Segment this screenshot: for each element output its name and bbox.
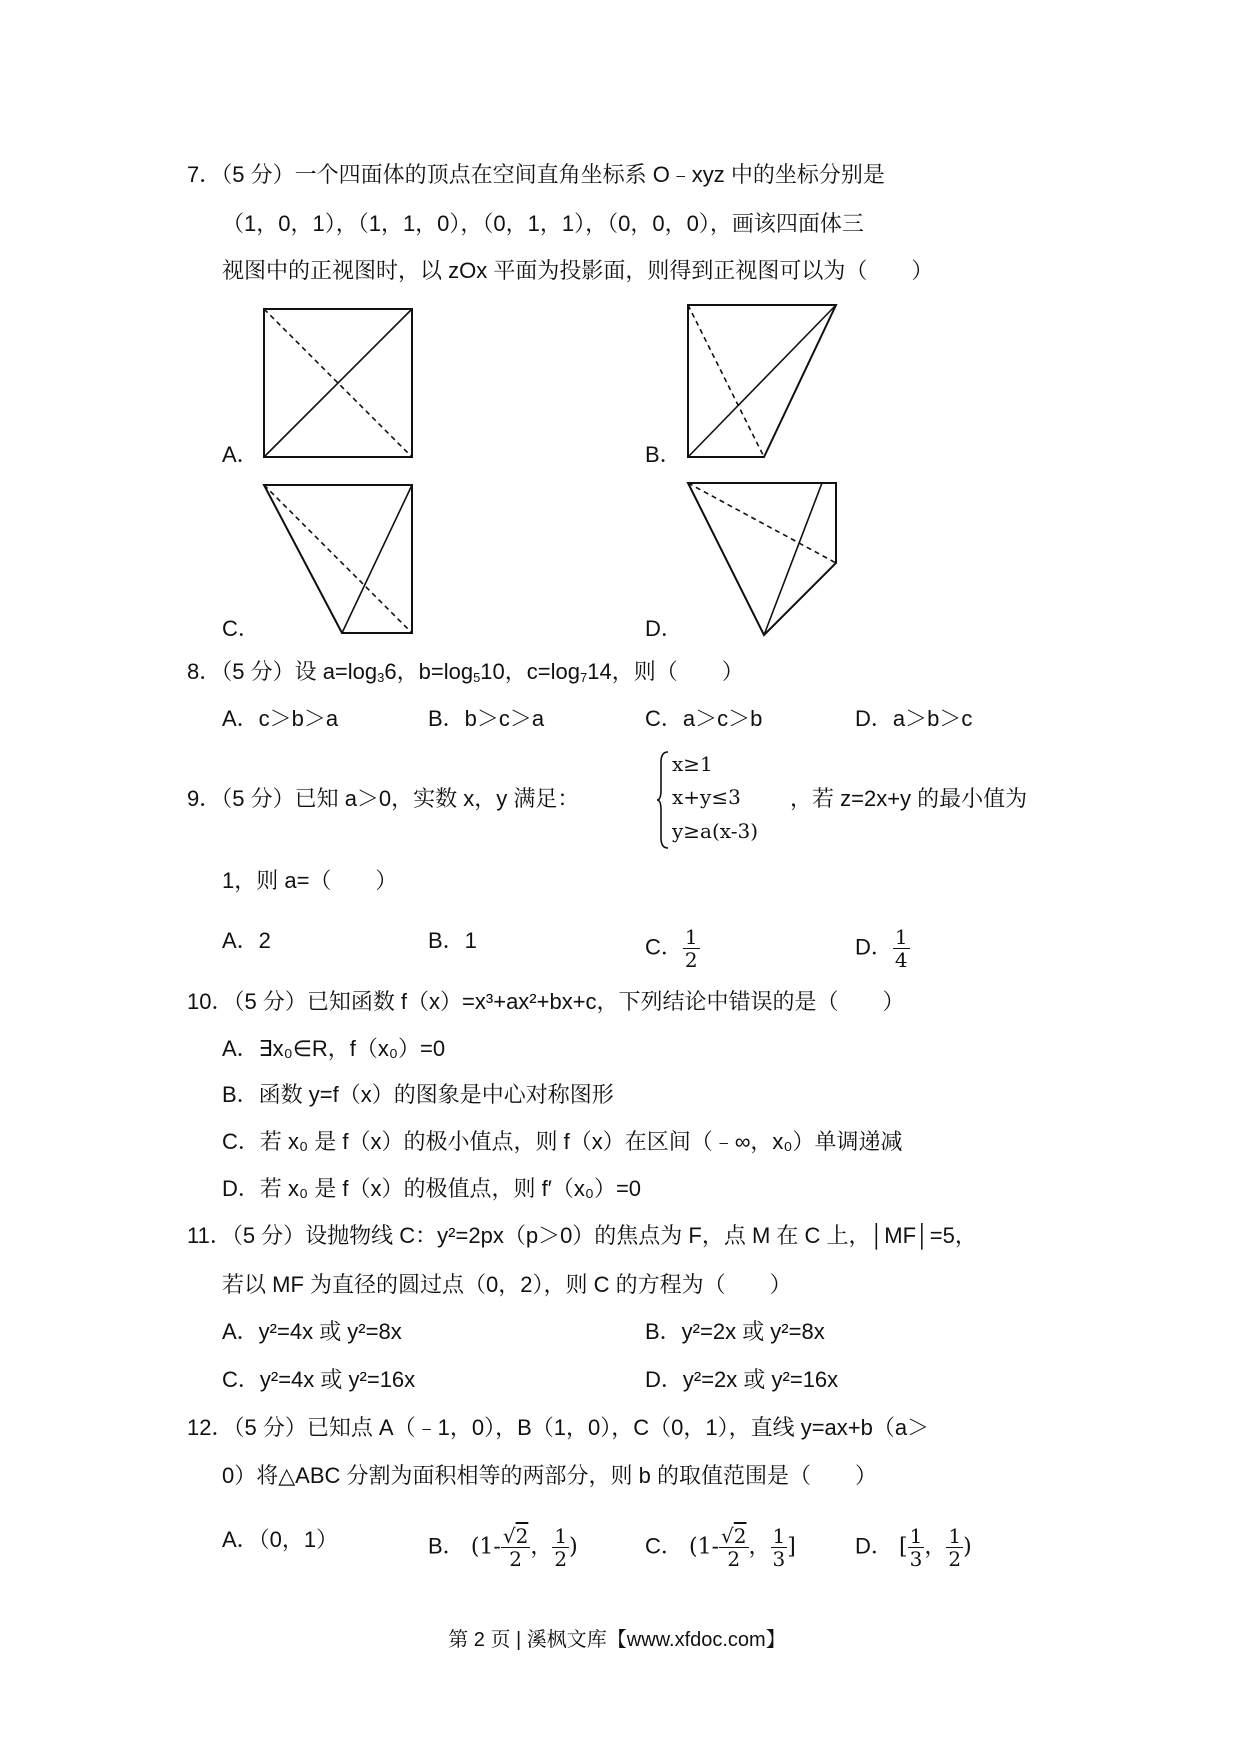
q10-option-d: D．若 x₀ 是 f（x）的极值点，则 f′（x₀）=0: [222, 1176, 642, 1201]
q9-option-d-label: D．: [855, 934, 893, 960]
sqrt-radicand: 2: [733, 1524, 747, 1548]
sqrt-radicand: 2: [515, 1524, 529, 1548]
q11-option-d: D．y²=2x 或 y²=16x: [645, 1367, 839, 1392]
fraction-denominator: 2: [727, 1547, 741, 1571]
fraction-numerator: 1: [684, 925, 698, 949]
q12-stem-line2: 0）将△ABC 分割为面积相等的两部分，则 b 的取值范围是（ ）: [222, 1463, 877, 1488]
range-open: [: [899, 1534, 908, 1560]
fraction-numerator: 1: [948, 1524, 962, 1548]
fraction-denominator: 3: [772, 1547, 786, 1571]
q7-option-d-figure: [686, 481, 840, 637]
q12-option-c: [645, 1525, 796, 1570]
fraction-numerator: 1: [894, 925, 908, 949]
q8-option-d: D．a＞b＞c: [855, 706, 973, 731]
q7-option-a-label: A．: [222, 442, 259, 467]
q9-option-d-fraction: [893, 926, 910, 971]
q9-option-a: A．2: [222, 928, 271, 953]
q12-option-b-label: B．: [428, 1533, 465, 1559]
q12-option-d-fraction-1: [908, 1525, 925, 1570]
q12-option-d: [855, 1525, 972, 1570]
range-open: (1-: [470, 1534, 501, 1560]
range-separator: ，: [530, 1533, 553, 1559]
q11-option-a: A．y²=4x 或 y²=8x: [222, 1319, 402, 1344]
fraction-numerator: 1: [554, 1524, 568, 1548]
q9-option-c-label: C．: [645, 934, 683, 960]
q10-option-b: B．函数 y=f（x）的图象是中心对称图形: [222, 1082, 614, 1107]
q7-option-d-label: D．: [645, 616, 683, 641]
q8-option-a: A．c＞b＞a: [222, 706, 339, 731]
q10-stem: 10．（5 分）已知函数 f（x）=x³+ax²+bx+c，下列结论中错误的是（ ）: [187, 989, 905, 1014]
q7-stem-line1: 7．（5 分）一个四面体的顶点在空间直角坐标系 O﹣xyz 中的坐标分别是: [187, 162, 885, 187]
q9-stem-line2: 1，则 a=（ ）: [222, 868, 398, 893]
q7-option-b-label: B．: [645, 442, 682, 467]
q9-option-c-fraction: [683, 926, 700, 971]
q9-stem: 9．（5 分）已知 a＞0，实数 x，y 满足：: [187, 786, 580, 811]
q8-log-base-c: 7: [579, 670, 588, 685]
q8-log-base-a: 3: [377, 670, 385, 685]
range-close: ): [569, 1534, 578, 1560]
fraction-denominator: 2: [554, 1547, 568, 1571]
q7-option-c-figure: [262, 483, 414, 635]
q11-stem-line1: 11．（5 分）设抛物线 C：y²=2px（p＞0）的焦点为 F，点 M 在 C 上，│MF│=5，: [187, 1223, 977, 1248]
q8-option-b: B．b＞c＞a: [428, 706, 545, 731]
q12-option-c-fraction: [771, 1525, 788, 1570]
range-separator: ，: [924, 1533, 947, 1559]
fraction-numerator: 1: [772, 1524, 786, 1548]
fraction-denominator: 2: [684, 948, 698, 972]
fraction-denominator: 4: [894, 948, 908, 972]
q9-system-line1: x≥1: [672, 752, 713, 776]
range-separator: ，: [748, 1533, 771, 1559]
fraction-numerator: √2: [502, 1524, 529, 1548]
range-close: ]: [787, 1534, 796, 1560]
q12-option-b-fraction: [552, 1525, 569, 1570]
q9-system-brace: [656, 750, 670, 850]
q7-stem-line2: （1，0，1），（1，1，0），（0，1，1），（0，0，0），画该四面体三: [222, 211, 864, 236]
q8-option-c: C．a＞c＞b: [645, 706, 763, 731]
q8-stem-part: 14，则（ ）: [587, 659, 744, 684]
range-close: ): [963, 1534, 972, 1560]
q7-stem-line3: 视图中的正视图时，以 zOx 平面为投影面，则得到正视图可以为（ ）: [222, 258, 934, 283]
q11-stem-line2: 若以 MF 为直径的圆过点（0，2），则 C 的方程为（ ）: [222, 1272, 792, 1297]
fraction-denominator: 2: [509, 1547, 522, 1571]
q9-option-c: [645, 926, 700, 971]
q12-option-b-root-fraction: [501, 1525, 530, 1570]
q12-option-a: A．（0，1）: [222, 1527, 339, 1552]
q8-stem-part: 6，b=log: [384, 659, 474, 684]
q9-option-b: B．1: [428, 928, 477, 953]
q10-option-c: C．若 x₀ 是 f（x）的极小值点，则 f（x）在区间（﹣∞，x₀）单调递减: [222, 1129, 903, 1154]
page-footer: 第 2 页 | 溪枫文库【www.xfdoc.com】: [448, 1629, 786, 1651]
q10-option-a: A．∃x₀∈R，f（x₀）=0: [222, 1036, 446, 1061]
fraction-numerator: √2: [721, 1524, 747, 1548]
fraction-denominator: 3: [909, 1547, 923, 1571]
q7-option-b-figure: [686, 303, 838, 459]
q12-option-c-root-fraction: [719, 1525, 748, 1570]
q7-option-a-figure: [262, 307, 414, 459]
q12-option-d-label: D．: [855, 1533, 893, 1559]
q8-stem-part: 10，c=log: [480, 659, 580, 684]
q12-option-d-fraction-2: [946, 1525, 963, 1570]
q12-option-c-label: C．: [645, 1533, 683, 1559]
q7-option-c-label: C．: [222, 616, 260, 641]
fraction-numerator: 1: [909, 1524, 923, 1548]
q8-stem-part: 8．（5 分）设 a=log: [187, 659, 378, 684]
q12-option-b: [428, 1525, 578, 1570]
q9-system-line2: x+y≤3: [672, 785, 741, 809]
q9-option-d: [855, 926, 910, 971]
range-open: (1-: [689, 1534, 720, 1560]
q8-log-base-b: 5: [473, 670, 481, 685]
fraction-denominator: 2: [948, 1547, 962, 1571]
q11-option-c: C．y²=4x 或 y²=16x: [222, 1367, 416, 1392]
q11-option-b: B．y²=2x 或 y²=8x: [645, 1319, 825, 1344]
q9-system-line3: y≥a(x-3): [672, 819, 758, 843]
q12-stem-line1: 12．（5 分）已知点 A（﹣1，0），B（1，0），C（0，1），直线 y=ax+b（a＞: [187, 1415, 930, 1440]
q8-stem: [187, 657, 744, 693]
q9-stem-tail: ，若 z=2x+y 的最小值为: [790, 786, 1028, 811]
